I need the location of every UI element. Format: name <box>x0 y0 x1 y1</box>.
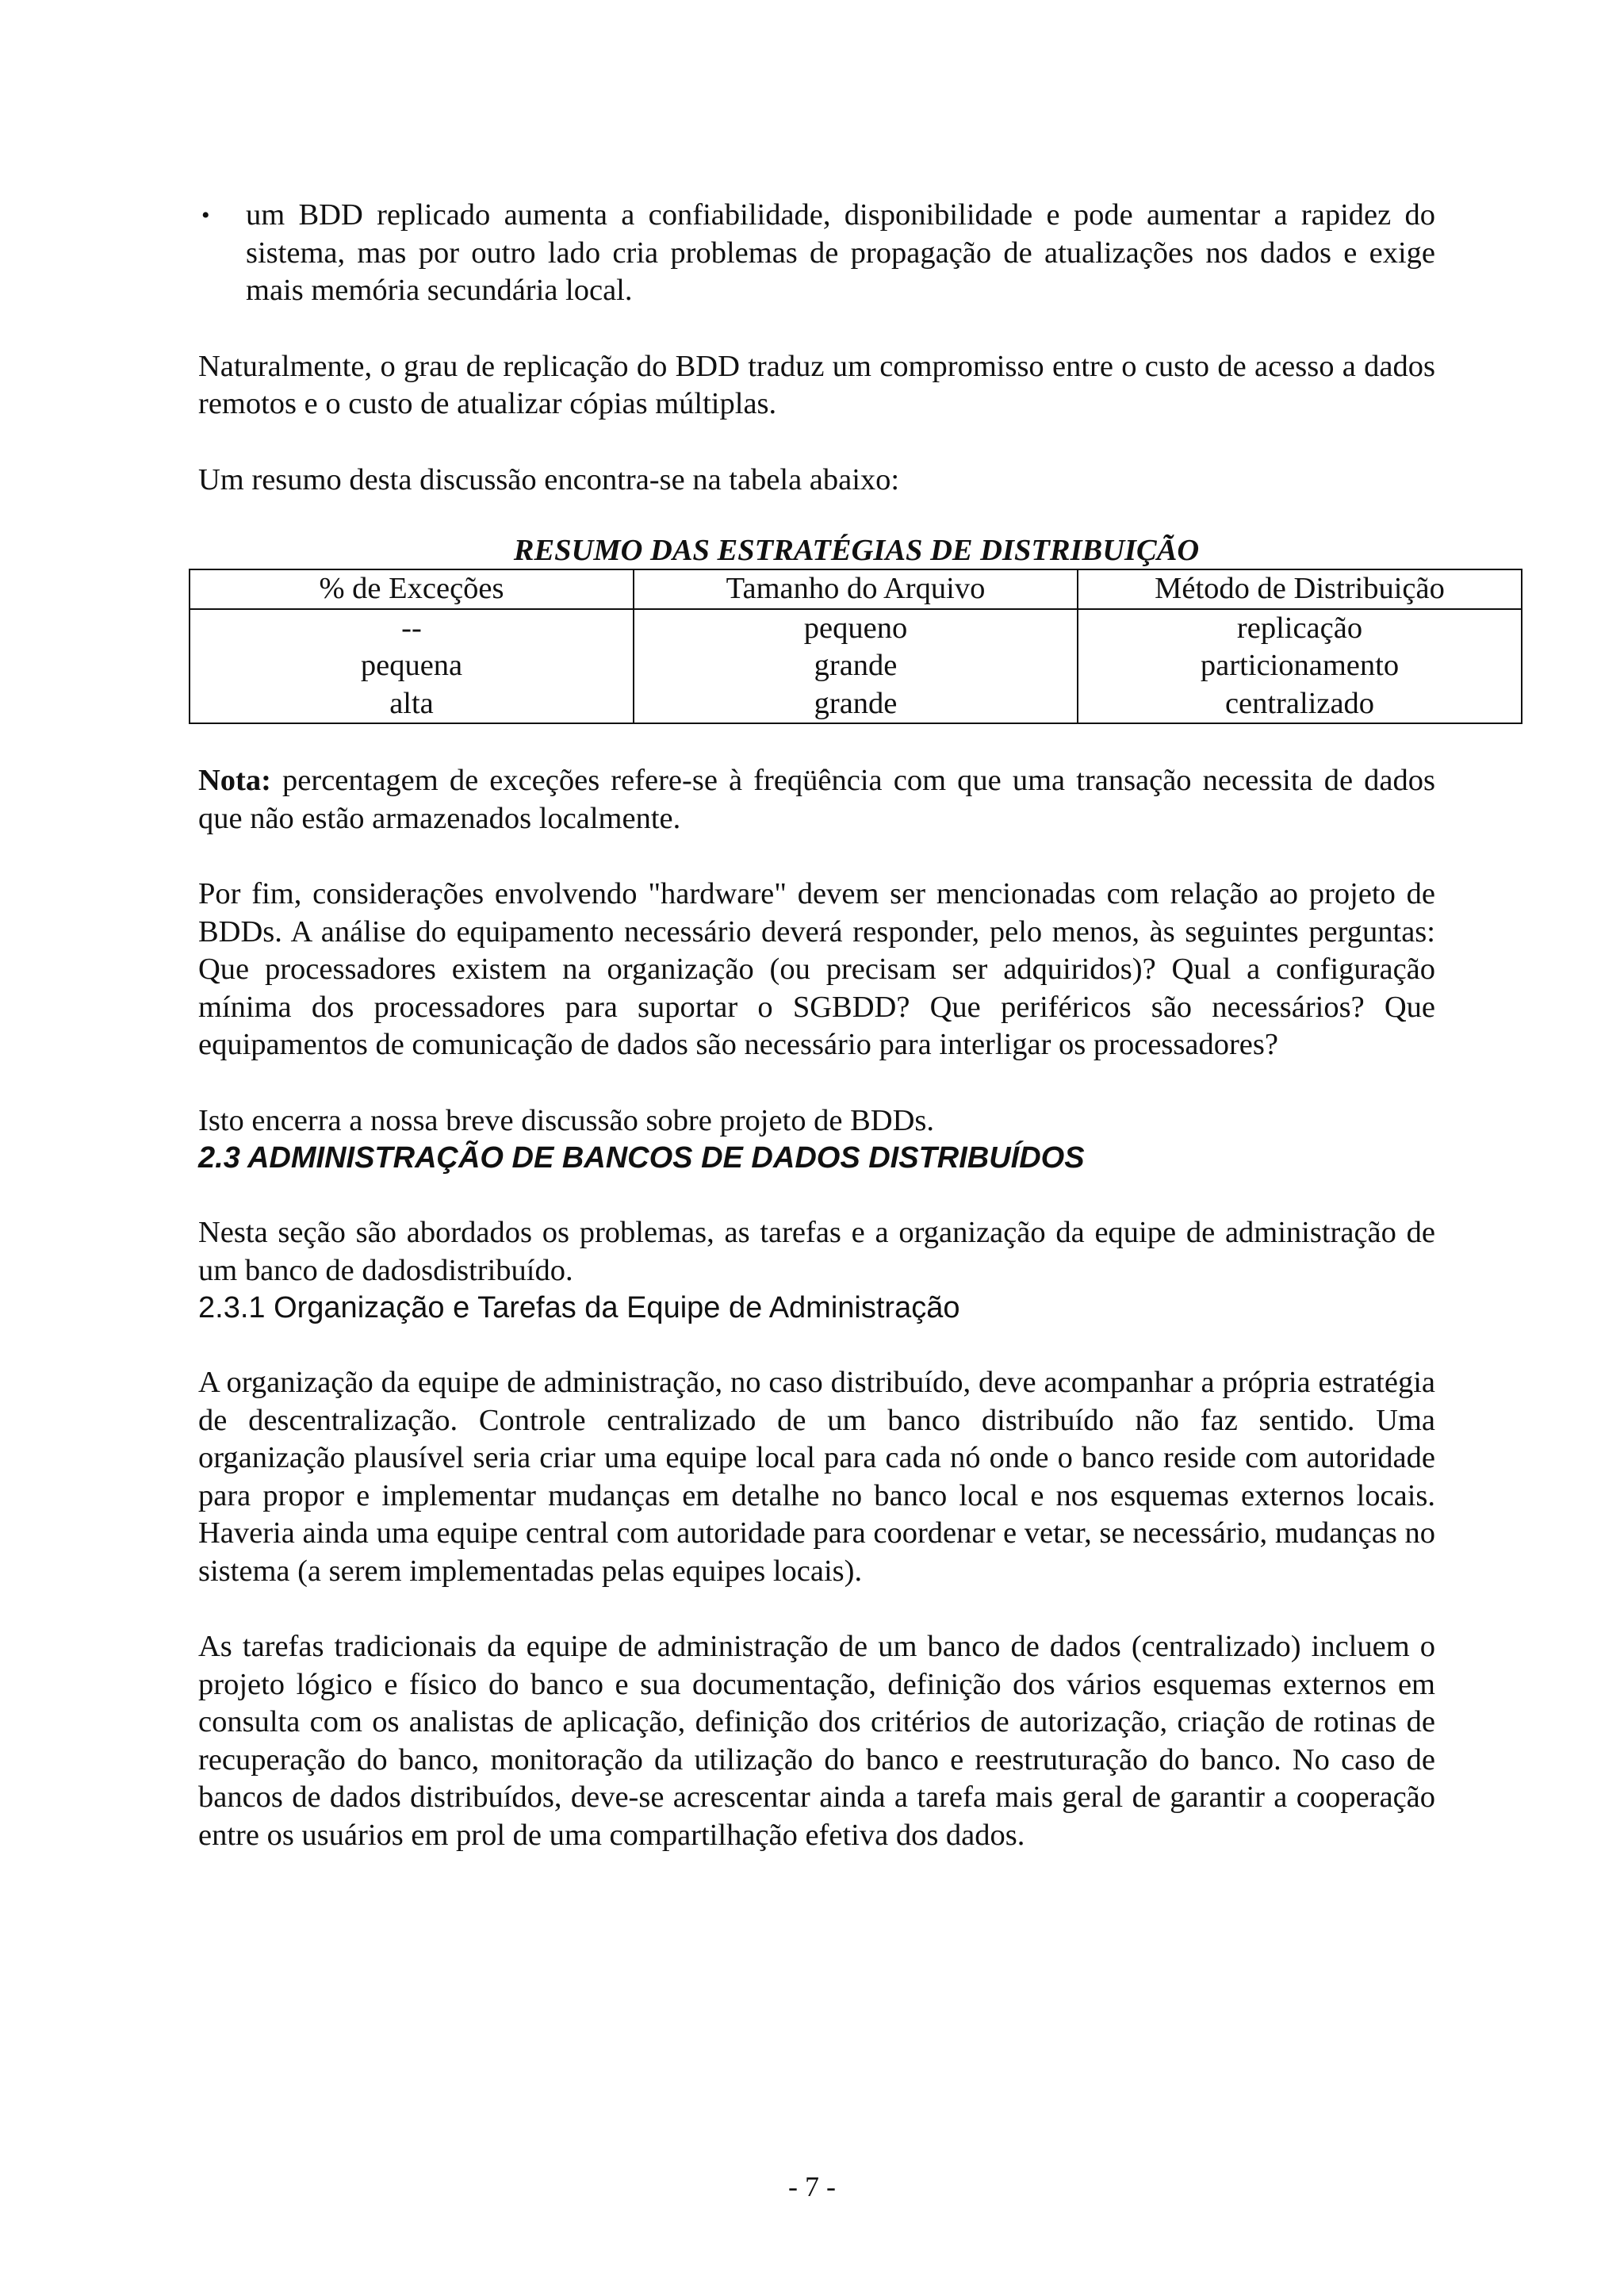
table-header-row <box>190 569 1522 609</box>
table-row <box>190 685 1522 724</box>
paragraph-note <box>198 762 1435 838</box>
table-cell: pequena <box>190 647 634 685</box>
subsection-heading: 2.3.1 Organização e Tarefas da Equipe de Administração <box>198 1291 960 1324</box>
table-header-distribution-method: Método de Distribuição <box>1078 569 1522 609</box>
table-cell: -- <box>190 609 634 648</box>
distribution-strategies-table <box>189 569 1522 724</box>
note-text: percentagem de exceções refere-se à freqüência com que uma transação necessita de dados que não estão armazenados localmente. <box>198 764 1435 835</box>
table-cell: grande <box>634 647 1078 685</box>
page-number: - 7 - <box>788 2171 836 2202</box>
paragraph-section-intro: Nesta seção são abordados os problemas, as tarefas e a organização da equipe de administração de um banco de dadosdistribuído. <box>198 1216 1435 1287</box>
paragraph-tasks: As tarefas tradicionais da equipe de administração de um banco de dados (centralizado) incluem o projeto lógico e físico do banco e sua documentação, definição dos vários esquemas externos em consulta com os analistas de aplicação, definição dos critérios de autorização, criação de rotinas de recuperação do banco, monitoração da utilização do banco e reestruturação do banco. No caso de bancos de dados distribuídos, deve-se acrescentar ainda a tarefa mais geral de garantir a cooperação entre os usuários em prol de uma compartilhação efetiva dos dados. <box>198 1630 1435 1852</box>
bullet-list <box>198 197 1435 310</box>
table-cell: centralizado <box>1078 685 1522 724</box>
document-page <box>198 197 1445 1854</box>
table-row <box>190 609 1522 648</box>
table-header-exceptions: % de Exceções <box>190 569 634 609</box>
paragraph-table-intro: Um resumo desta discussão encontra-se na tabela abaixo: <box>198 462 900 496</box>
paragraph-hardware: Por fim, considerações envolvendo "hardware" devem ser mencionadas com relação ao projeto de BDDs. A análise do equipamento necessário deverá responder, pelo menos, às seguintes perguntas: Que processadores existem na organização (ou precisam ser adquiridos)? Qual a configuração mínima dos processadores para suportar o SGBDD? Que periféricos são necessários? Que equipamentos de comunicação de dados são necessário para interligar os processadores? <box>198 877 1435 1061</box>
table-row <box>190 647 1522 685</box>
bullet-text: um BDD replicado aumenta a confiabilidade, disponibilidade e pode aumentar a rapidez do sistema, mas por outro lado cria problemas de propagação de atualizações nos dados e exige mais memória secundária local. <box>246 198 1435 307</box>
paragraph-replication-tradeoff: Naturalmente, o grau de replicação do BDD traduz um compromisso entre o custo de acesso a dados remotos e o custo de atualizar cópias múltiplas. <box>198 349 1435 420</box>
table-cell: pequeno <box>634 609 1078 648</box>
bullet-item <box>198 197 1435 310</box>
paragraph-organization: A organização da equipe de administração, no caso distribuído, deve acompanhar a própria estratégia de descentralização. Controle centralizado de um banco distribuído não faz sentido. Uma organização plausível seria criar uma equipe local para cada nó onde o banco reside com autoridade para propor e implementar mudanças em detalhe no banco local e nos esquemas externos locais. Haveria ainda uma equipe central com autoridade para coordenar e vetar, se necessário, mudanças no sistema (a serem implementadas pelas equipes locais). <box>198 1366 1435 1588</box>
paragraph-closing: Isto encerra a nossa breve discussão sobre projeto de BDDs. <box>198 1103 935 1137</box>
table-cell: alta <box>190 685 634 724</box>
note-label: Nota: <box>198 764 271 797</box>
table-title: RESUMO DAS ESTRATÉGIAS DE DISTRIBUIÇÃO <box>513 534 1200 567</box>
table-cell: grande <box>634 685 1078 724</box>
table-header-file-size: Tamanho do Arquivo <box>634 569 1078 609</box>
table-cell: particionamento <box>1078 647 1522 685</box>
table-cell: replicação <box>1078 609 1522 648</box>
bullet-icon: • <box>201 202 210 228</box>
section-heading: 2.3 ADMINISTRAÇÃO DE BANCOS DE DADOS DISTRIBUÍDOS <box>198 1141 1085 1175</box>
